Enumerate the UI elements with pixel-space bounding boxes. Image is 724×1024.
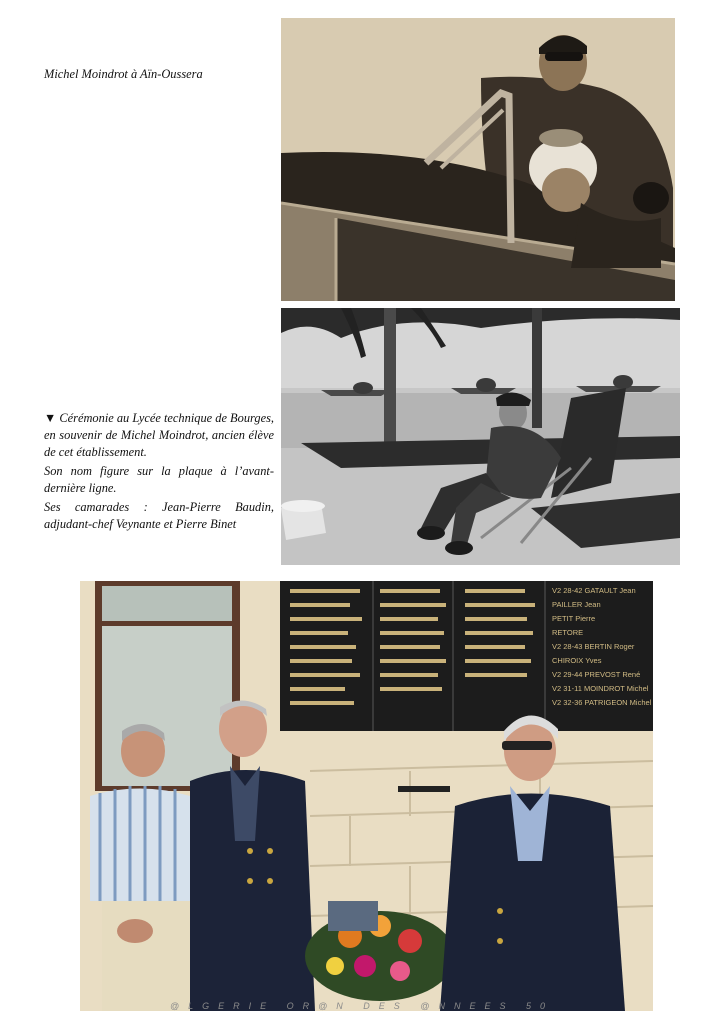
caption-top: Michel Moindrot à Aïn-Oussera	[44, 67, 203, 81]
caption-paragraph-1: ▼ Cérémonie au Lycée technique de Bourges, en souvenir de Michel Moindrot, ancien élève de cet établissement.	[44, 411, 274, 459]
photo-ceremony	[80, 581, 653, 1011]
plaque-name: RETORE	[552, 628, 584, 637]
photo-cockpit	[281, 18, 675, 301]
plaque-name: V2 29-44 PREVOST René	[552, 670, 641, 679]
cockpit-illustration	[281, 18, 675, 301]
airfield-illustration	[281, 308, 680, 565]
caption-paragraph-2: Son nom figure sur la plaque à l’avant-dernière ligne.	[44, 464, 274, 495]
plaque-name: CHIROIX Yves	[552, 656, 602, 665]
caption-middle	[44, 410, 274, 535]
plaque-name: PETIT Pierre	[552, 614, 596, 623]
ceremony-illustration	[80, 581, 653, 1011]
photo-airfield-rest	[281, 308, 680, 565]
plaque-name: V2 32-36 PATRIGEON Michel	[552, 698, 652, 707]
page-footer: @LGERIE OR@N DES @NNEES 50	[170, 1001, 554, 1011]
caption-paragraph-3: Ses camarades : Jean-Pierre Baudin, adjudant-chef Veynante et Pierre Binet	[44, 500, 274, 531]
plaque-name: V2 28-42 GATAULT Jean	[552, 586, 636, 595]
plaque-name: V2 31-11 MOINDROT Michel	[552, 684, 649, 693]
plaque-name: PAILLER Jean	[552, 600, 601, 609]
plaque-name: V2 28-43 BERTIN Roger	[552, 642, 635, 651]
bullet-triangle-icon: ▼	[44, 411, 57, 425]
